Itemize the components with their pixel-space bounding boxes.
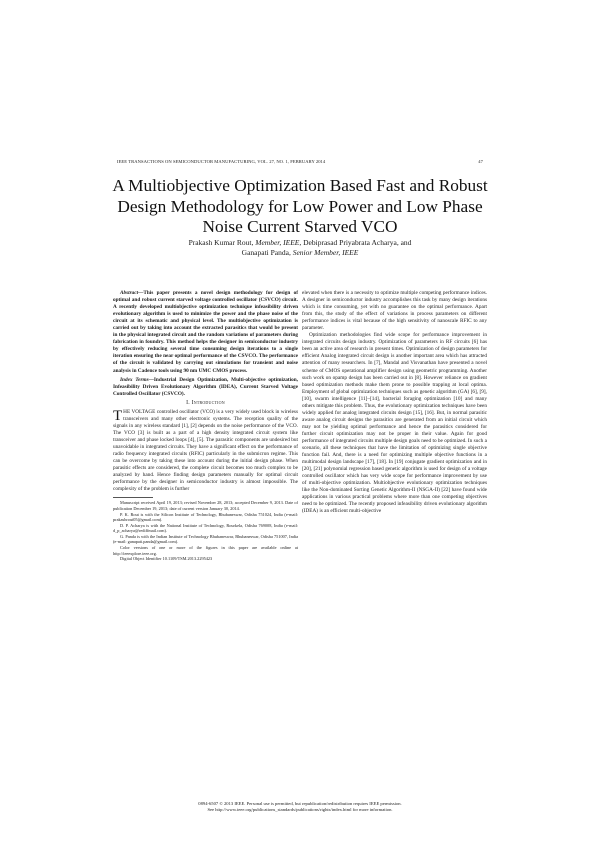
running-header xyxy=(117,159,483,164)
copyright-line: See http://www.ieee.org/publications_standards/publications/rights/index.html for more information. xyxy=(207,806,393,812)
footnote: Manuscript received April 19, 2013; revised November 28, 2013; accepted December 9, 2013. Date of publication December 19, 2013; date of current version January 30, 2014. xyxy=(113,500,298,511)
footnote: D. P. Acharya is with the National Institute of Technology, Rourkela, Odisha 769008, India (e-mail: d_p_acharya@rediffmail.com). xyxy=(113,522,298,534)
footnote: Digital Object Identifier 10.1109/TSM.2013.2295423 xyxy=(120,556,213,562)
author-list xyxy=(108,238,492,258)
journal-name: IEEE TRANSACTIONS ON SEMICONDUCTOR MANUFACTURING, VOL. 27, NO. 1, FEBRUARY 2014 xyxy=(117,159,326,164)
footnote: G. Panda is with the Indian Institute of Technology Bhubaneswar, Bhubaneswar, Odisha 751007, India (e-mail: ganapati.panda@gmail.com). xyxy=(113,533,298,545)
abstract-text: This paper presents a novel design methodology for design of optimal and robust current starved voltage controlled oscillator (CSVCO) circuit. A recently developed multiobjective optimization technique infeasibility driven evolutionary algorithm is used to minimize the power and the phase noise of the circuit at its schematic and physical level. The multiobjective optimization is carried out by taking into account the extracted parasitics that would be present in the physical integrated circuit and the random variations of parameters during fabrication in foundry. This method helps the designer in semiconductor industry by effectively reducing several time consuming design iterations to a single iteration ensuring the near optimal performance of the CSVCO. The performance of the circuit is validated by carrying out simulations for transient and noise analysis in Cadence tools using 90 nm UMC CMOS process. xyxy=(113,290,298,374)
paper-title: A Multiobjective Optimization Based Fast and Robust Design Methodology for Low Power and Low Phase Noise Current Starved VCO xyxy=(112,176,488,236)
intro-paragraph xyxy=(113,409,298,494)
footnote-separator xyxy=(113,497,153,498)
author-line-2 xyxy=(108,248,492,258)
right-column xyxy=(302,290,487,516)
abstract xyxy=(113,290,298,375)
footnote: P. K. Rout is with the Silicon Institute of Technology, Bhubaneswar, Odisha 751024, India (e-mail: prakashrout05@gmail.com). xyxy=(113,511,298,523)
copyright-line: 0894-6507 © 2013 IEEE. Personal use is permitted, but republication/redistribution requires IEEE permission. xyxy=(198,801,402,806)
index-terms-label: Index Terms— xyxy=(120,376,154,383)
drop-cap: T xyxy=(113,407,123,424)
abstract-label: Abstract— xyxy=(120,290,144,296)
author-membership: Senior Member, IEEE xyxy=(292,248,359,257)
author-name: , Debiprasad Priyabrata Acharya, and xyxy=(299,238,412,247)
index-terms-text: Industrial Design Optimization, Multi-objective optimization, Infeasibility Driven Evolutionary Algorithm (IDEA), Current Starved Voltage Controlled Oscillator (CSVCO). xyxy=(113,376,298,397)
author-membership: Member, IEEE xyxy=(255,238,300,247)
body-paragraph: Optimization methodologies find wide scope for performance improvement in integrated circuits design industry. Optimization of parameters in RF circuits [6] has been an active area of research in present times. Optimization of design parameters for efficient Analog integrated circuit design is another important area which has attracted attention of many researchers. In [7], Mandal and Visvanathan have presented a novel scheme of CMOS operational amplifier design using geometric programming. Another such work on opamp design has been carried out in [8]. However reliance on gradient based optimization methods make them prone to possible trapping at local optima. Employment of global optimization techniques such as genetic algorithm (GA) [6], [9], [10], swarm intelligence [11]–[14], bacterial foraging optimization [10] and many others mitigate this problem. Thus, the evolutionary optimization techniques have been widely applied for analog integrated circuits design [15], [16]. But, in normal parasitic aware analog circuit designs the parasitics are generated from an initial circuit which may not be yielding optimal performance and hence the parasitics considered for further circuit optimization may not be proper in their value. Again for good performance of integrated circuits multiple design goals need to be optimized. In such a scenario, all these techniques that have the limitation of optimizing single objective function fail. And, there is a need for optimizing multiple objective functions in a multimodal design landscape [17], [18]. In [19] conjugate gradient optimization and in [20], [21] polynomial regression based genetic algorithm is used for design of a voltage controlled oscillator which has very wide scope for performance improvement by use of multi-objective optimization. Multiobjective evolutionary optimization techniques like the Non-dominated Sorting Genetic Algorithm-II (NSGA-II) [22] have found wide applications in various practical problems where more than one competing objectives need to be optimized. The recently proposed infeasibility driven evolutionary algorithm (IDEA) is an efficient multi-objective xyxy=(302,332,487,515)
index-terms xyxy=(113,377,298,398)
author-name: Ganapati Panda, xyxy=(241,248,291,257)
intro-text: HE VOLTAGE controlled oscillator (VCO) is a very widely used block in wireless transceivers and many other electronic systems. The reception quality of the signals in any wireless standard [1], [2] depends on the noise performance of the VCO. The VCO [3] is built as a part of a high density integrated circuit system like transceiver and phase locked loops [4], [5]. The parasitic components are undesired but unavoidable in integrated circuits. They have a significant effect on the performance of radio frequency integrated circuits (RFIC) particularly in the submicron regime. This can be overcome by taking these into account during the initial design phase. When parasitic effects are considered, the complete circuit becomes too much complex to be analyzed by hand. Hence finding design parameters manually for optimal circuit performance by the designer in semiconductor industry is almost impossible. The complexity of the problem is further xyxy=(113,408,298,493)
page-number: 47 xyxy=(478,159,483,164)
author-line-1 xyxy=(108,238,492,248)
author-name: Prakash Kumar Rout, xyxy=(188,238,254,247)
copyright-notice xyxy=(113,801,487,813)
footnote: Color versions of one or more of the figures in this paper are available online at http://ieeexplore.ieee.org. xyxy=(113,545,298,556)
body-paragraph: elevated when there is a necessity to optimize multiple competing performance indices. A designer in semiconductor industry accomplishes this task by many design iterations which is time consuming, yet with no guarantee on the optimal performance. Apart from this, the study of the effect of variations in process parameters on different performance indices is vital because of the high sensitivity of nanoscale RFIC to any parameter. xyxy=(302,290,487,332)
left-column xyxy=(113,290,298,562)
section-heading: I. Introduction xyxy=(186,399,225,406)
